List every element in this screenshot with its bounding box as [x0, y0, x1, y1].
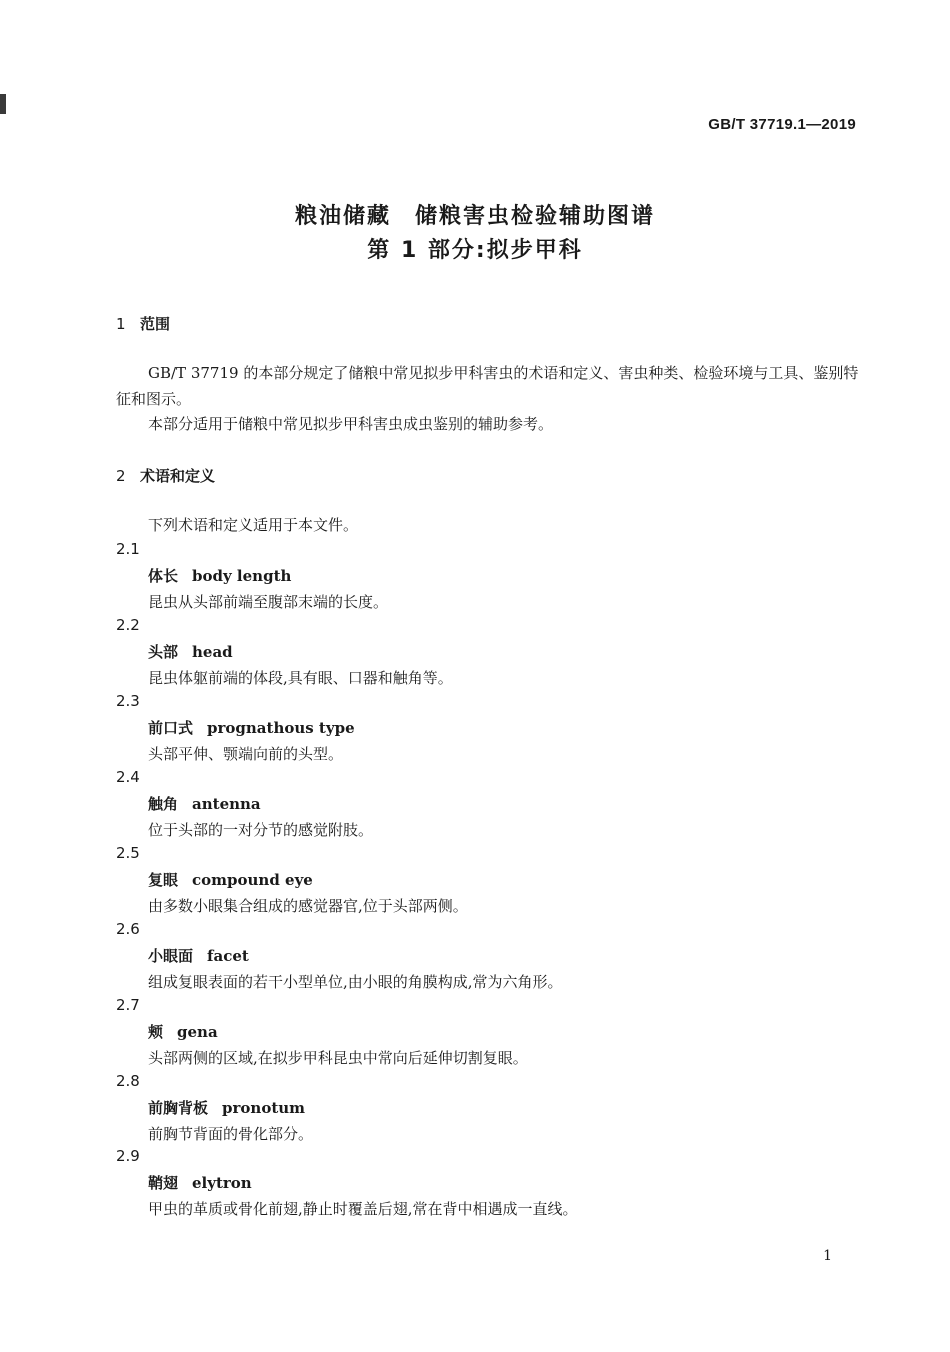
term-number: 2.2 [116, 616, 140, 634]
term-english: compound eye [192, 871, 313, 889]
term-definition: 昆虫体躯前端的体段,具有眼、口器和触角等。 [148, 669, 453, 687]
term-entry [148, 869, 313, 890]
section-heading-scope [116, 313, 170, 334]
term-chinese: 小眼面 [148, 947, 194, 965]
term-english: gena [177, 1023, 218, 1041]
term-number: 2.7 [116, 996, 140, 1014]
page-edge-mark [0, 94, 6, 114]
term-english: prognathous type [207, 719, 355, 737]
term-definition: 头部两侧的区域,在拟步甲科昆虫中常向后延伸切割复眼。 [148, 1049, 528, 1067]
scope-paragraph: GB/T 37719 的本部分规定了储粮中常见拟步甲科害虫的术语和定义、害虫种类、检验环境与工具、鉴别特征和图示。 [116, 364, 859, 408]
term-english: elytron [192, 1174, 252, 1192]
page-number: 1 [823, 1248, 832, 1264]
term-english: body length [192, 567, 292, 585]
section-heading-terms [116, 465, 215, 486]
document-subtitle: 第 1 部分:拟步甲科 [367, 238, 583, 263]
term-number: 2.6 [116, 920, 140, 938]
term-chinese: 前口式 [148, 719, 194, 737]
section-title: 术语和定义 [140, 467, 216, 485]
term-english: antenna [192, 795, 261, 813]
term-number: 2.9 [116, 1147, 140, 1165]
term-definition: 由多数小眼集合组成的感觉器官,位于头部两侧。 [148, 897, 468, 915]
term-english: pronotum [222, 1099, 306, 1117]
term-entry [148, 565, 291, 586]
term-chinese: 颊 [148, 1023, 164, 1041]
term-entry [148, 1172, 252, 1193]
section-number: 1 [116, 315, 126, 333]
term-english: head [192, 643, 233, 661]
term-definition: 位于头部的一对分节的感觉附肢。 [148, 821, 374, 839]
term-entry [148, 641, 233, 662]
term-definition: 组成复眼表面的若干小型单位,由小眼的角膜构成,常为六角形。 [148, 973, 563, 991]
term-entry [148, 1021, 218, 1042]
term-entry [148, 945, 249, 966]
term-entry [148, 1097, 305, 1118]
term-definition: 头部平伸、颚端向前的头型。 [148, 745, 344, 763]
section-title: 范围 [140, 315, 171, 333]
terms-intro: 下列术语和定义适用于本文件。 [148, 516, 359, 534]
term-number: 2.5 [116, 844, 140, 862]
term-entry [148, 793, 261, 814]
document-title: 粮油储藏 储粮害虫检验辅助图谱 [294, 204, 655, 229]
term-number: 2.3 [116, 692, 140, 710]
term-definition: 前胸节背面的骨化部分。 [148, 1125, 314, 1143]
term-chinese: 体长 [148, 567, 179, 585]
scope-applicability-paragraph: 本部分适用于储粮中常见拟步甲科害虫成虫鉴别的辅助参考。 [148, 415, 554, 433]
term-chinese: 头部 [148, 643, 179, 661]
term-number: 2.1 [116, 540, 140, 558]
section-number: 2 [116, 467, 126, 485]
term-english: facet [207, 947, 249, 965]
term-entry [148, 717, 355, 738]
term-definition: 甲虫的革质或骨化前翅,静止时覆盖后翅,常在背中相遇成一直线。 [148, 1200, 578, 1218]
term-chinese: 前胸背板 [148, 1099, 209, 1117]
term-chinese: 鞘翅 [148, 1174, 179, 1192]
standard-number: GB/T 37719.1—2019 [708, 116, 856, 133]
term-chinese: 复眼 [148, 871, 179, 889]
term-number: 2.8 [116, 1072, 140, 1090]
term-number: 2.4 [116, 768, 140, 786]
term-chinese: 触角 [148, 795, 179, 813]
term-definition: 昆虫从头部前端至腹部末端的长度。 [148, 593, 389, 611]
